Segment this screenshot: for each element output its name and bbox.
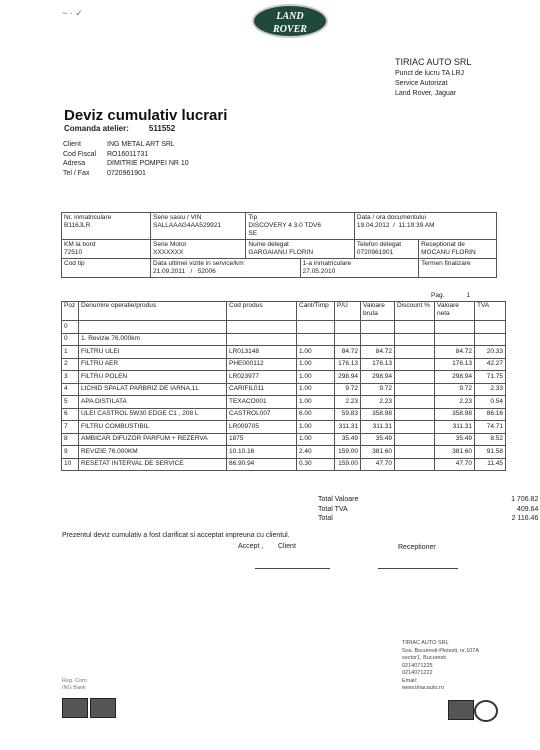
revision-name: 1. Revizie 76.000km — [79, 333, 227, 346]
cell-pu: 9.72 — [335, 383, 361, 396]
cell-name: ULEI CASTROL 5W30 EDGE C1 , 208 L — [79, 408, 227, 421]
company-name: TIRIAC AUTO SRL — [395, 57, 472, 67]
type-value: DISCOVERY 4 3.0 TDV6 SE — [248, 222, 322, 237]
cell-qty: 1.00 — [297, 383, 335, 396]
cell-code: LR013148 — [227, 346, 297, 359]
cell-pu: 84.72 — [335, 346, 361, 359]
certification-stamp — [62, 698, 88, 718]
cell-discount — [395, 421, 435, 434]
delegate-phone-label: Telefon delegat — [356, 241, 402, 248]
address-line: 0214071222 — [402, 670, 433, 676]
reg-line: Reg. Com. — [62, 678, 89, 684]
cell-gross: 298.94 — [361, 371, 395, 384]
revision-row — [62, 333, 506, 346]
address-line: 0214071225 — [402, 662, 433, 669]
cell-poz: 2 — [62, 358, 79, 371]
cell-poz: 8 — [62, 433, 79, 446]
company-line: Service Autorizat — [395, 80, 448, 87]
cell-name: FILTRU POLEN — [79, 371, 227, 384]
company-block — [395, 56, 471, 99]
col-code: Cod produs — [227, 302, 297, 321]
col-name: Denumire operatie/produs — [79, 302, 227, 321]
cell-poz: 3 — [62, 371, 79, 384]
grand-total: 2 116.46 — [511, 515, 539, 522]
company-line: Land Rover, Jaguar — [395, 90, 457, 97]
delegate-value: GARGAIANU FLORIN — [248, 249, 314, 256]
page-number — [431, 292, 470, 299]
table-row — [62, 383, 506, 396]
cell-vat: 71.75 — [475, 371, 506, 384]
certification-stamp — [448, 700, 474, 720]
km-value: 72510 — [64, 249, 83, 256]
cell-net: 176.13 — [435, 358, 475, 371]
table-row — [62, 433, 506, 446]
total-vat: 409.64 — [516, 505, 539, 513]
cell-name: RESETAT INTERVAL DE SERVICE — [79, 458, 227, 471]
col-gross: Valoare bruta — [361, 302, 395, 321]
totals-block — [318, 495, 539, 524]
cell-discount — [395, 458, 435, 471]
cell-gross: 84.72 — [361, 346, 395, 359]
grand-total-label: Total — [318, 515, 333, 522]
cell-code: CASTROL007 — [227, 408, 297, 421]
cell-pu: 176.13 — [335, 358, 361, 371]
cell-discount — [395, 396, 435, 409]
cell-vat: 2.33 — [475, 383, 506, 396]
first-reg-value: 27.05.2010 — [302, 268, 336, 275]
cell-net: 358.98 — [435, 408, 475, 421]
address-line: Sos. Bucuresti-Ploiesti, nr.107A — [402, 647, 480, 654]
cell-pu: 298.94 — [335, 371, 361, 384]
cell-net: 9.72 — [435, 383, 475, 396]
table-row — [62, 346, 506, 359]
cell-pu: 159.00 — [335, 458, 361, 471]
cell-gross: 311.31 — [361, 421, 395, 434]
cell-pu: 311.31 — [335, 421, 361, 434]
cell-code: CARIFIL011 — [227, 383, 297, 396]
cell-name: LICHID SPALAT PARBRIZ DE IARNA,1L — [79, 383, 227, 396]
cell-gross: 358.98 — [361, 408, 395, 421]
cell-name: APA DISTILATA — [79, 396, 227, 409]
cell-vat: 42.27 — [475, 358, 506, 371]
receiver-signature-line — [378, 568, 458, 569]
cell-name: FILTRU COMBUSTIBIL — [79, 421, 227, 434]
cell-poz: 9 — [62, 446, 79, 459]
cell-qty: 1.00 — [297, 358, 335, 371]
cell-name: AMBICAR DIFUZOR PARFUM + REZERVA — [79, 433, 227, 446]
table-row — [62, 458, 506, 471]
last-visit-km: 52006 — [197, 268, 216, 275]
cell-discount — [395, 408, 435, 421]
cell-name: REVIZIE 76.000KM — [79, 446, 227, 459]
table-row — [62, 408, 506, 421]
col-poz: Poz — [62, 302, 79, 321]
phone-label: Tel / Fax — [63, 169, 90, 177]
reg-label: Nr. inmatriculare — [64, 214, 112, 221]
receiver-signature-label: Receptioner — [398, 544, 436, 551]
first-reg-label: 1-a inmatriculare — [302, 260, 352, 267]
company-line: Punct de lucru TA LRJ — [395, 70, 464, 77]
col-net: Valoare neta — [435, 302, 475, 321]
cell-qty: 1.00 — [297, 396, 335, 409]
accept-label: Accept , — [238, 543, 264, 550]
delegate-label: Nume delegat — [248, 241, 289, 248]
engine-value: XXXXXXX — [153, 249, 184, 256]
cell-vat: 11.45 — [475, 458, 506, 471]
logo-line-1: LAND — [276, 11, 304, 22]
cell-gross: 176.13 — [361, 358, 395, 371]
land-rover-logo — [252, 4, 328, 38]
cell-gross: 35.49 — [361, 433, 395, 446]
vehicle-info-table: Nr. inmatriculare B116JLR Serie sasiu / VIN SALLAAAG4AA529921 Tip DISCOVERY 4 3.0 TDV6 SE Data / ora documentului 19.04.2012 / 11:19:39 AM KM la bord 72510 Serie Motor XXXXXXX Nume delegat GARGAIANU FLORIN Telefon delegat 0720961901 Receptionat de MOCANU FLORIN Cod tip Data ultimei vizite in service/km 21.09.2011 / 52006 1-a inmatriculare 27.05.2010 Termen finalizare — [61, 212, 497, 278]
receiver-label: Receptionat de — [421, 241, 465, 248]
cell-discount — [395, 433, 435, 446]
cell-gross: 47.70 — [361, 458, 395, 471]
client-label: Client — [63, 141, 81, 148]
cell-vat: 20.33 — [475, 346, 506, 359]
col-discount: Discount % — [395, 302, 435, 321]
logo-line-2: ROVER — [273, 24, 307, 35]
km-label: KM la bord — [64, 241, 96, 248]
table-header — [62, 302, 506, 321]
col-vat: TVA — [475, 302, 506, 321]
acceptance-note: Prezentul deviz cumulativ a fost clarificat si acceptat impreuna cu clientul. — [62, 532, 290, 539]
handwritten-mark: ~ · ✓ — [62, 8, 83, 18]
brand-emblem-icon — [474, 700, 498, 722]
order-label: Comanda atelier: — [64, 124, 129, 133]
cell-discount — [395, 383, 435, 396]
cell-code: LR009705 — [227, 421, 297, 434]
address-line: www.tiriacauto.ro — [402, 685, 444, 691]
address-line: sector1, Bucuresti — [402, 655, 447, 661]
cell-poz: 4 — [62, 383, 79, 396]
vin-label: Serie sasiu / VIN — [153, 214, 202, 221]
client-signature-label: Client — [278, 543, 296, 550]
cell-vat: 91.58 — [475, 446, 506, 459]
client-signature-line — [255, 568, 330, 569]
delegate-phone-value: 0720961901 — [356, 249, 394, 256]
cell-qty: 1.00 — [297, 371, 335, 384]
bank-line: ING Bank — [62, 685, 86, 691]
cell-vat: 0.54 — [475, 396, 506, 409]
deadline-label: Termen finalizare — [419, 259, 497, 278]
cell-poz: 5 — [62, 396, 79, 409]
code-type-label: Cod tip — [62, 259, 151, 278]
fiscal-label: Cod Fiscal — [63, 150, 97, 158]
table-row — [62, 421, 506, 434]
cell-qty: 1.00 — [297, 421, 335, 434]
total-value: 1 706.82 — [511, 496, 539, 503]
cell-discount — [395, 371, 435, 384]
cell-qty: 6.00 — [297, 408, 335, 421]
cell-pu: 159.00 — [335, 446, 361, 459]
cell-code: 1875 — [227, 433, 297, 446]
cell-poz: 7 — [62, 421, 79, 434]
cell-net: 2.23 — [435, 396, 475, 409]
company-address — [402, 640, 479, 693]
cell-discount — [395, 358, 435, 371]
cell-gross: 2.23 — [361, 396, 395, 409]
items-table — [61, 301, 506, 471]
fiscal-value: RO16011731 — [107, 150, 149, 158]
address-value: DIMITRIE POMPEI NR 10 — [107, 160, 189, 167]
client-block — [63, 140, 189, 178]
cell-net: 84.72 — [435, 346, 475, 359]
registration-info — [62, 678, 88, 692]
cell-net: 35.49 — [435, 433, 475, 446]
table-row — [62, 446, 506, 459]
col-qty: Cant/Timp — [297, 302, 335, 321]
section-poz: 0 — [62, 321, 79, 334]
cell-vat: 74.71 — [475, 421, 506, 434]
revision-poz: 0 — [62, 333, 79, 346]
page-label: Pag. — [431, 292, 445, 299]
cell-discount — [395, 446, 435, 459]
date-label: Data / ora documentului — [356, 214, 426, 221]
cell-code: 10.10.16 — [227, 446, 297, 459]
order-number — [64, 124, 175, 133]
engine-label: Serie Motor — [153, 241, 187, 248]
cell-poz: 1 — [62, 346, 79, 359]
document-title: Deviz cumulativ lucrari — [64, 107, 228, 124]
col-pu: P/U — [335, 302, 361, 321]
cell-poz: 10 — [62, 458, 79, 471]
cell-net: 47.70 — [435, 458, 475, 471]
cell-pu: 2.23 — [335, 396, 361, 409]
cell-qty: 1.00 — [297, 346, 335, 359]
table-row — [62, 396, 506, 409]
cell-code: 86.90.94 — [227, 458, 297, 471]
last-visit-label: Data ultimei vizite in service/km — [153, 260, 244, 267]
cell-code: LR023977 — [227, 371, 297, 384]
time-value: 11:19:39 AM — [398, 222, 435, 229]
address-label: Adresa — [63, 160, 86, 167]
table-row — [62, 371, 506, 384]
client-value: ING METAL ART SRL — [107, 141, 175, 148]
cell-qty: 1.00 — [297, 433, 335, 446]
cell-net: 298.94 — [435, 371, 475, 384]
cell-name: FILTRU AER — [79, 358, 227, 371]
reg-value: B116JLR — [64, 222, 91, 229]
vin-value: SALLAAAG4AA529921 — [153, 222, 221, 229]
section-row — [62, 321, 506, 334]
cell-net: 381.60 — [435, 446, 475, 459]
address-line: TIRIAC AUTO SRL — [402, 640, 449, 646]
cell-gross: 9.72 — [361, 383, 395, 396]
certification-stamp — [90, 698, 116, 718]
receiver-value: MOCANU FLORIN — [421, 249, 476, 256]
last-visit-date: 21.09.2011 — [153, 268, 186, 275]
cell-qty: 0.30 — [297, 458, 335, 471]
phone-value: 0720961901 — [107, 169, 146, 177]
total-vat-label: Total TVA — [318, 505, 348, 513]
cell-gross: 381.60 — [361, 446, 395, 459]
type-label: Tip — [248, 214, 258, 221]
order-value: 511552 — [148, 124, 176, 133]
cell-code: PHE000112 — [227, 358, 297, 371]
total-value-label: Total Valoare — [318, 496, 359, 503]
date-value: 19.04.2012 — [356, 222, 390, 229]
address-line: Email: — [402, 677, 418, 684]
cell-poz: 6 — [62, 408, 79, 421]
cell-pu: 59.83 — [335, 408, 361, 421]
cell-net: 311.31 — [435, 421, 475, 434]
cell-vat: 86.16 — [475, 408, 506, 421]
cell-discount — [395, 346, 435, 359]
cell-name: FILTRU ULEI — [79, 346, 227, 359]
cell-code: TEXACO001 — [227, 396, 297, 409]
cell-pu: 35.49 — [335, 433, 361, 446]
page-value: 1 — [466, 292, 470, 299]
cell-vat: 8.52 — [475, 433, 506, 446]
table-row — [62, 358, 506, 371]
cell-qty: 2.40 — [297, 446, 335, 459]
